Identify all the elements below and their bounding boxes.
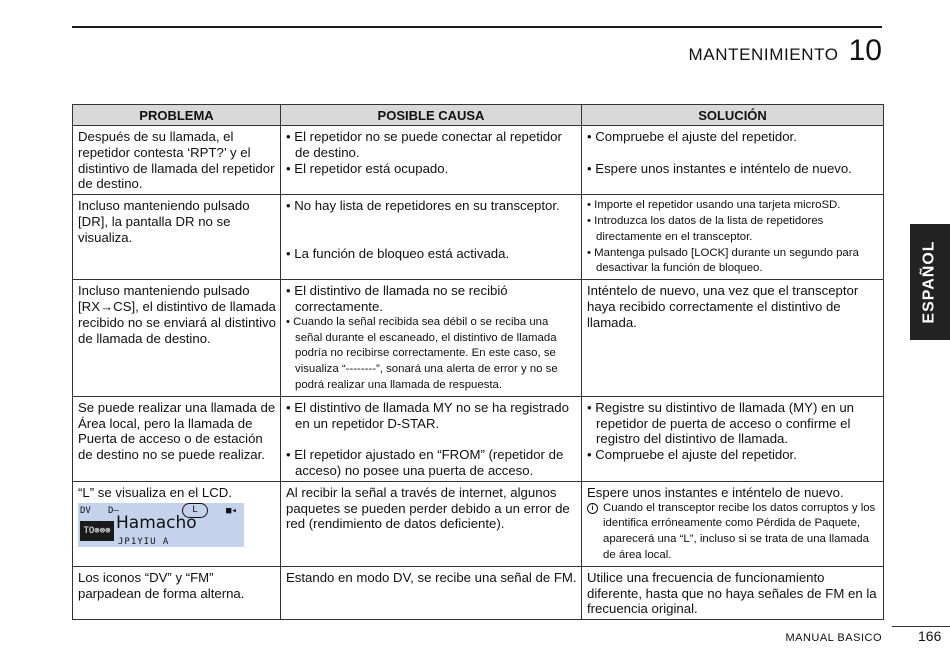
header-solution: SOLUCIÓN bbox=[582, 105, 884, 126]
chapter-number: 10 bbox=[848, 34, 882, 67]
table-row bbox=[73, 195, 884, 280]
lcd-display bbox=[78, 503, 244, 547]
lcd-name: Hamacho bbox=[116, 512, 197, 533]
troubleshooting-table bbox=[72, 104, 884, 620]
solution-item: • Compruebe el ajuste del repetidor. bbox=[587, 447, 879, 463]
table-header-row bbox=[73, 105, 884, 126]
solution-item: • Importe el repetidor usando una tarjeta microSD. bbox=[587, 198, 879, 214]
manual-label: MANUAL BASICO bbox=[785, 632, 882, 644]
solution-item: • Introduzca los datos de la lista de repetidores directamente en el transceptor. bbox=[587, 214, 879, 246]
cause-cell bbox=[281, 280, 582, 397]
cause-item: • No hay lista de repetidores en su transceptor. bbox=[286, 198, 577, 214]
cause-cell bbox=[281, 566, 582, 619]
table-row bbox=[73, 396, 884, 481]
lcd-to-badge: TO⊗⊗⊗ bbox=[80, 521, 114, 541]
table-row bbox=[73, 566, 884, 619]
solution-item: • Espere unos instantes e inténtelo de nuevo. bbox=[587, 161, 879, 177]
cause-item: • El repetidor no se puede conectar al repetidor de destino. bbox=[286, 129, 577, 161]
cause-item: • Cuando la señal recibida sea débil o se reciba una señal durante el escaneado, el distintivo de llamada podría no recibirse correctamente. En este caso, se visualiza “--------”, sonará una alerta de error y no se podrá realizar una llamada de respuesta. bbox=[286, 315, 577, 394]
lcd-mode: DV bbox=[80, 505, 91, 516]
cause-text: Estando en modo DV, se recibe una señal de FM. bbox=[286, 569, 577, 585]
language-tab-label: ESPAÑOL bbox=[921, 240, 938, 324]
solution-cell bbox=[582, 280, 884, 397]
chapter-header bbox=[689, 34, 882, 68]
table-row bbox=[73, 280, 884, 397]
cause-cell bbox=[281, 126, 582, 195]
chapter-title: MANTENIMIENTO bbox=[688, 45, 839, 64]
info-icon: i bbox=[587, 503, 598, 514]
cause-cell bbox=[281, 195, 582, 280]
language-tab bbox=[910, 224, 950, 340]
table-row bbox=[73, 126, 884, 195]
top-rule bbox=[72, 26, 882, 28]
header-cause: POSIBLE CAUSA bbox=[281, 105, 582, 126]
cause-item: • El repetidor está ocupado. bbox=[286, 161, 577, 177]
cause-cell bbox=[281, 481, 582, 566]
cause-cell bbox=[281, 396, 582, 481]
lcd-duplex: D– bbox=[108, 505, 119, 516]
header-problem: PROBLEMA bbox=[73, 105, 281, 126]
problem-cell: Se puede realizar una llamada de Área local, pero la llamada de Puerta de acceso o de estación de destino no se puede realizar. bbox=[73, 396, 281, 481]
problem-cell: Incluso manteniendo pulsado [DR], la pantalla DR no se visualiza. bbox=[73, 195, 281, 280]
lcd-callsign: JP1YIU A bbox=[118, 536, 170, 547]
problem-cell: Los iconos “DV” y “FM” parpadean de forma alterna. bbox=[73, 566, 281, 619]
footer-rule bbox=[892, 626, 950, 627]
solution-item: • Registre su distintivo de llamada (MY) en un repetidor de puerta de acceso o confirme el registro del distintivo de llamada. bbox=[587, 400, 879, 447]
solution-cell bbox=[582, 195, 884, 280]
cause-item: • El repetidor ajustado en “FROM” (repetidor de acceso) no posee una puerta de acceso. bbox=[286, 447, 577, 479]
solution-cell bbox=[582, 481, 884, 566]
lcd-l-indicator: L bbox=[182, 503, 208, 518]
cause-item: • El distintivo de llamada no se recibió correctamente. bbox=[286, 283, 577, 315]
solution-cell bbox=[582, 126, 884, 195]
solution-text: Inténtelo de nuevo, una vez que el transceptor haya recibido correctamente el distintivo de llamada. bbox=[587, 283, 859, 330]
table-row bbox=[73, 481, 884, 566]
solution-item: • Compruebe el ajuste del repetidor. bbox=[587, 129, 879, 145]
problem-cell: Después de su llamada, el repetidor contesta ‘RPT?’ y el distintivo de llamada del repetidor de destino. bbox=[73, 126, 281, 195]
solution-cell bbox=[582, 396, 884, 481]
solution-cell bbox=[582, 566, 884, 619]
cause-text: Al recibir la señal a través de internet, algunos paquetes se pueden perder debido a un error de red (rendimiento de datos deficiente). bbox=[286, 484, 570, 532]
solution-text: Utilice una frecuencia de funcionamiento diferente, hasta que no haya señales de FM en la frecuencia original. bbox=[587, 569, 877, 617]
solution-text: Espere unos instantes e inténtelo de nuevo. bbox=[587, 484, 844, 500]
note: i Cuando el transceptor recibe los datos corruptos y los identifica erróneamente como Pérdida de Paquete, aparecerá una “L”, incluso si se trata de una llamada de área local. bbox=[587, 501, 879, 564]
page-number: 166 bbox=[918, 628, 942, 644]
cause-item: • La función de bloqueo está activada. bbox=[286, 246, 577, 262]
cause-item: • El distintivo de llamada MY no se ha registrado en un repetidor D-STAR. bbox=[286, 400, 577, 432]
problem-cell: Incluso manteniendo pulsado [RX→CS], el distintivo de llamada recibido no se enviará al distintivo de llamada de destino. bbox=[73, 280, 281, 397]
problem-cell: “L” se visualiza en el LCD. DV D– L ■◂ TO⊗⊗⊗ Hamacho JP1YIU A bbox=[73, 481, 281, 566]
plug-icon: ■◂ bbox=[226, 505, 237, 516]
solution-item: • Mantenga pulsado [LOCK] durante un segundo para desactivar la función de bloqueo. bbox=[587, 246, 879, 278]
